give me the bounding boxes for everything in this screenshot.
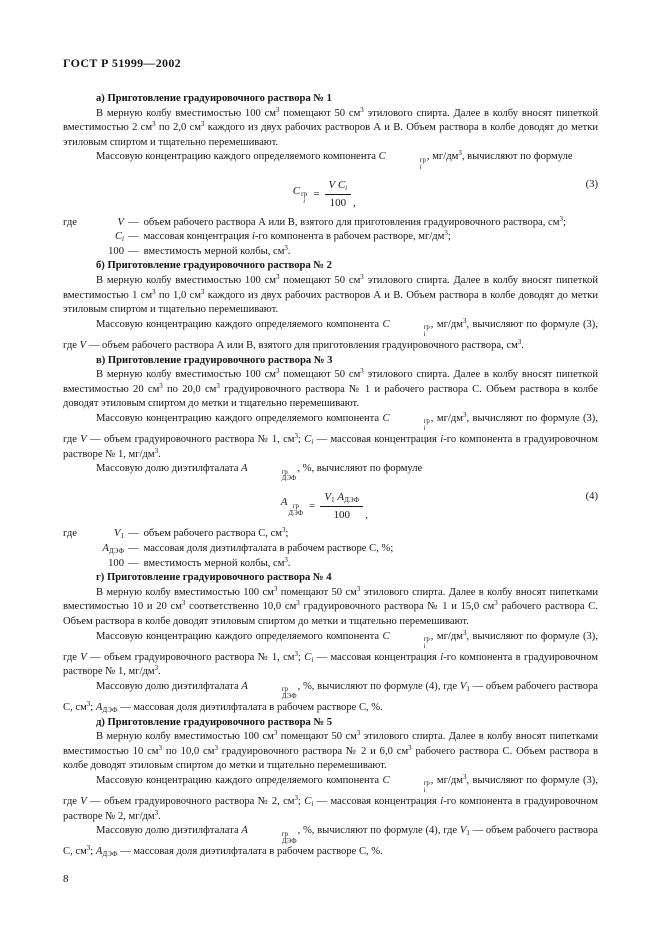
text-run: 3: [296, 599, 300, 608]
definition-text: [144, 230, 598, 245]
text-run: помещают 50 см: [277, 586, 357, 598]
text-run: 3: [152, 287, 156, 296]
fraction: $\frac{V C_i}{100}$: [325, 178, 352, 210]
text-run: .: [158, 448, 161, 460]
definition-text: [144, 216, 598, 231]
text-run: помещают 50 см: [279, 107, 361, 119]
text-run: 3: [273, 584, 278, 593]
definition-text: [144, 557, 598, 572]
equals-sign: =: [309, 500, 316, 513]
variable-with-indices: C гр i: [382, 412, 430, 433]
definition-dash: —: [128, 245, 139, 257]
text-run: 3: [559, 214, 563, 223]
text-run: C: [304, 796, 312, 808]
text-run: A: [337, 491, 345, 504]
text-run: а) Приготовление градуировочного раствора № 1: [96, 93, 332, 104]
text-run: , вычисляют по формуле: [461, 151, 573, 163]
text-run: 3: [360, 273, 364, 282]
text-run: -го компонента в рабочем растворе, мг/дм: [254, 231, 445, 243]
text-run: 3: [200, 287, 205, 296]
text-run: 3: [216, 381, 220, 390]
text-run: этилового спирта. Далее в колбу вносят пипетками вместимостью 10 и 20 см: [63, 586, 598, 613]
section-heading: [63, 259, 598, 274]
paragraph: [63, 774, 598, 824]
text-run: C: [337, 179, 346, 192]
text-run: помещают 50 см: [279, 275, 361, 287]
text-run: 3: [408, 743, 412, 752]
definition-dash: —: [128, 231, 139, 243]
text-run: рабочего раствора С. Объем раствора в колбе доводят этиловым спиртом до метки и тщательно перемешивают.: [63, 745, 598, 772]
text-run: A: [95, 846, 103, 858]
text-run: , вычисляют по формуле (3), где: [63, 774, 598, 808]
text-run: 100: [108, 245, 124, 257]
section-heading: [63, 716, 598, 731]
text-run: — объем рабочего раствора С, см: [63, 825, 598, 858]
definition-dash: —: [128, 543, 139, 555]
paragraph: [63, 274, 598, 318]
definition-lead: [63, 542, 90, 557]
text-run: .: [521, 339, 524, 351]
variable-with-indices: A гр ДЭФ: [241, 463, 297, 483]
formula-expression: A гр ДЭФ = $\frac{V_1 A_{ДЭФ}}{100}$ ,: [280, 491, 368, 521]
paragraph: [63, 630, 598, 680]
definition-term: [90, 557, 124, 572]
section-heading: [63, 354, 598, 369]
variable-with-indices: A гр ДЭФ: [241, 825, 297, 845]
formula-expression: C гр i = $\frac{V C_i}{100}$ ,: [292, 179, 356, 210]
text-run: каждого из двух рабочих растворов А и В. Объем раствора в колбе доводят до метки этиловым спиртом и тщательно перемешивают.: [63, 122, 599, 148]
formula: [63, 490, 598, 522]
text-run: V: [328, 179, 338, 192]
definition-lead: где: [63, 216, 77, 228]
paragraph: [63, 412, 598, 462]
definition-term: [90, 230, 124, 245]
text-run: вместимость мерной колбы, см: [143, 557, 285, 569]
document-header: ГОСТ Р 51999—2002: [63, 56, 181, 70]
definition-term: [90, 245, 124, 260]
symbol-definitions: [63, 527, 598, 571]
text-run: В мерную колбу вместимостью 100 см: [96, 731, 274, 743]
text-run: -го компонента в градуировочном растворе № 2, мг/дм: [63, 796, 599, 822]
text-run: этилового спирта. Далее в колбу вносят пипеткой вместимостью 20 см: [63, 369, 598, 395]
text-run: 100: [108, 557, 124, 569]
variable-with-indices: A гр ДЭФ: [241, 680, 297, 701]
text-run: C: [304, 651, 312, 663]
definition-dash: —: [128, 528, 139, 540]
text-run: — объем градуировочного раствора № 2, см: [86, 796, 295, 808]
text-run: ;: [285, 528, 289, 540]
text-run: помещают 50 см: [277, 731, 357, 743]
text-run: градуировочного раствора № 1 и 15,0 см: [299, 601, 495, 613]
text-run: 3: [284, 243, 288, 252]
text-run: по 10,0 см: [162, 745, 215, 757]
text-run: .: [158, 666, 161, 678]
variable-with-indices: C гр i: [382, 318, 430, 339]
definition-dash: —: [128, 216, 139, 228]
text-run: 1: [466, 829, 470, 838]
text-run: 3: [158, 743, 163, 752]
text-run: , вычисляют по формуле (3), где: [63, 318, 598, 351]
text-run: — массовая доля диэтилфталата в рабочем растворе С, %.: [117, 701, 383, 713]
text-run: объем рабочего раствора А или В, взятого для приготовления градуировочного раствора, см: [143, 216, 560, 228]
document-body: [63, 92, 598, 860]
variable-with-indices: C гр i: [382, 774, 430, 795]
text-run: Массовую концентрацию каждого определяемого компонента: [96, 630, 383, 642]
page-number: 8: [63, 872, 69, 885]
text-run: — массовая концентрация: [313, 796, 441, 808]
text-run: V: [114, 528, 121, 540]
text-run: , %, вычисляют по формуле (4), где: [297, 825, 460, 837]
text-run: A: [102, 543, 109, 555]
text-run: В мерную колбу вместимостью 100 см: [96, 586, 274, 598]
text-run: каждого из двух рабочих растворов А и В. Объем раствора в колбе доводят до метки этиловым спиртом и тщательно перемешивают.: [63, 289, 599, 316]
text-run: ДЭФ: [108, 547, 124, 556]
definition-term: [90, 216, 124, 231]
text-run: массовая концентрация: [143, 231, 252, 243]
text-run: 3: [159, 381, 163, 390]
section-heading: [63, 571, 598, 586]
text-run: — массовая концентрация: [313, 433, 441, 445]
definition-lead: где: [63, 528, 77, 540]
text-run: — объем рабочего раствора С, см: [63, 680, 598, 713]
paragraph: [63, 318, 598, 354]
text-run: по 1,0 см: [155, 289, 201, 301]
formula-number: (4): [585, 491, 598, 503]
text-run: 3: [462, 772, 467, 781]
paragraph: [63, 107, 598, 151]
text-run: 3: [284, 555, 288, 564]
text-run: A: [95, 701, 103, 713]
text-run: V: [80, 433, 87, 445]
text-run: i: [311, 437, 314, 446]
text-run: этилового спирта. Далее в колбу вносят пипеткой вместимостью 2 см: [63, 107, 598, 134]
definition-row: [63, 542, 598, 557]
definition-row: [63, 245, 598, 260]
text-run: Массовую концентрацию каждого определяемого компонента: [96, 318, 383, 330]
text-run: В мерную колбу вместимостью 100 см: [96, 107, 277, 119]
text-run: 3: [154, 808, 159, 817]
text-run: 3: [276, 273, 280, 282]
text-run: .: [287, 245, 291, 257]
paragraph: [63, 824, 598, 860]
fraction: $\frac{V_1 A_{ДЭФ}}{100}$: [320, 490, 363, 522]
text-run: по 2,0 см: [155, 122, 201, 134]
text-run: этилового спирта. Далее в колбу вносят пипеткой вместимостью 1 см: [63, 275, 598, 301]
text-run: i: [345, 184, 348, 193]
text-run: 3: [356, 729, 361, 738]
text-run: i: [440, 796, 444, 808]
text-run: д) Приготовление градуировочного раствора № 5: [96, 716, 333, 728]
definition-lead: [63, 245, 90, 260]
text-run: В мерную колбу вместимостью 100 см: [96, 275, 277, 287]
text-run: 1: [120, 532, 124, 541]
text-run: Массовую концентрацию каждого определяемого компонента: [96, 412, 383, 424]
text-run: 3: [152, 120, 156, 129]
text-run: ;: [298, 796, 305, 808]
text-run: б) Приготовление градуировочного раствора № 2: [96, 260, 332, 272]
text-run: 3: [462, 628, 467, 637]
text-run: C: [114, 231, 123, 243]
definition-text: [144, 542, 598, 557]
text-run: по 20,0 см: [162, 383, 217, 395]
text-run: V: [459, 680, 467, 692]
section-heading: [63, 92, 598, 107]
definition-lead: [63, 557, 90, 572]
text-run: ДЭФ: [344, 496, 360, 505]
text-run: Массовую долю диэтилфталата: [96, 825, 242, 837]
text-run: — массовая доля диэтилфталата в рабочем растворе С, %.: [117, 846, 383, 858]
paragraph: [63, 680, 598, 716]
text-run: , мг/дм: [430, 630, 463, 642]
text-run: 1: [466, 684, 470, 693]
definition-row: [63, 557, 598, 572]
text-run: 3: [154, 446, 159, 455]
text-run: ;: [562, 216, 566, 228]
text-run: ;: [90, 701, 96, 713]
text-run: градуировочного раствора № 1 и рабочего раствора С. Объем раствора в колбе доводят этиловым спиртом до метки и тщательно перемешивают.: [63, 383, 598, 410]
text-run: -го компонента в градуировочном растворе № 1, мг/дм: [63, 651, 599, 678]
definition-row: [63, 230, 598, 245]
text-run: этилового спирта. Далее в колбу вносят пипетками вместимостью 10 см: [63, 731, 598, 757]
text-run: помещают 50 см: [279, 369, 361, 381]
text-run: V: [80, 651, 87, 663]
text-run: соответственно 10,0 см: [185, 601, 297, 613]
text-run: 3: [356, 584, 361, 593]
text-run: , мг/дм: [430, 774, 463, 786]
text-run: 3: [181, 599, 186, 608]
definition-dash: —: [128, 557, 139, 569]
text-run: V: [117, 216, 124, 228]
paragraph: [63, 462, 598, 483]
variable-with-indices: C гр i: [378, 151, 426, 171]
text-run: i: [440, 433, 444, 445]
text-run: -го компонента в градуировочном растворе № 1, мг/дм: [63, 433, 599, 460]
text-run: , %, вычисляют по формуле: [297, 463, 423, 475]
text-run: ;: [298, 651, 305, 663]
text-run: Массовую долю диэтилфталата: [96, 463, 242, 475]
text-run: г) Приготовление градуировочного раствора № 4: [96, 572, 332, 584]
text-run: 3: [282, 526, 286, 535]
text-run: 3: [214, 743, 218, 752]
definition-term: [90, 527, 124, 542]
text-run: i: [122, 235, 124, 244]
text-run: 3: [360, 105, 364, 114]
text-run: 3: [462, 410, 467, 419]
formula: [63, 178, 598, 210]
text-run: V: [324, 491, 332, 504]
text-run: 3: [294, 794, 298, 803]
definition-text: [144, 245, 598, 260]
text-run: i: [251, 231, 255, 243]
text-run: массовая доля диэтилфталата в рабочем растворе С, %;: [143, 543, 394, 555]
text-run: 3: [276, 367, 280, 376]
text-run: 3: [86, 844, 91, 853]
text-run: — массовая концентрация: [313, 651, 441, 663]
text-run: Массовую концентрацию каждого определяемого компонента: [96, 151, 379, 163]
text-run: , мг/дм: [430, 318, 463, 330]
variable-with-indices: C гр i: [292, 184, 308, 205]
text-run: В мерную колбу вместимостью 100 см: [96, 369, 277, 381]
text-run: 3: [294, 649, 298, 658]
text-run: V: [80, 796, 87, 808]
text-run: .: [287, 557, 291, 569]
text-run: вместимость мерной колбы, см: [143, 245, 285, 257]
text-run: — объем градуировочного раствора № 1, см: [86, 651, 295, 663]
text-run: объем рабочего раствора С, см: [143, 528, 282, 540]
text-run: 3: [517, 337, 522, 346]
paragraph: [63, 368, 598, 412]
text-run: 3: [444, 229, 448, 238]
definition-text: [144, 527, 598, 542]
text-run: ДЭФ: [102, 705, 118, 714]
text-run: 3: [494, 599, 498, 608]
text-run: , мг/дм: [426, 151, 459, 163]
paragraph: [63, 586, 598, 630]
paragraph: [63, 150, 598, 171]
text-run: 3: [360, 367, 364, 376]
equals-sign: =: [313, 188, 320, 201]
text-run: V: [79, 339, 87, 351]
variable-with-indices: C гр i: [382, 630, 430, 650]
text-run: , мг/дм: [430, 412, 463, 424]
text-run: V: [459, 825, 467, 837]
text-run: 3: [458, 149, 462, 158]
text-run: в) Приготовление градуировочного раствора № 3: [96, 354, 333, 366]
text-run: — объем рабочего раствора А или В, взятого для приготовления градуировочного раствора, см: [86, 339, 518, 351]
text-run: i: [440, 651, 444, 663]
text-run: рабочего раствора С. Объем раствора в колбе доводят этиловым спиртом до метки и тщательно перемешивают.: [63, 601, 598, 627]
text-run: 3: [276, 105, 280, 114]
text-run: , вычисляют по формуле (3), где: [63, 630, 598, 663]
text-run: градуировочного раствора № 2 и 6,0 см: [217, 745, 409, 757]
variable-with-indices: A гр ДЭФ: [280, 496, 304, 517]
definition-lead: [63, 230, 90, 245]
text-run: .: [158, 810, 161, 822]
text-run: i: [311, 655, 314, 664]
symbol-definitions: [63, 216, 598, 260]
text-run: 3: [154, 664, 159, 673]
text-run: 3: [200, 120, 205, 129]
paragraph: [63, 730, 598, 774]
text-run: ДЭФ: [102, 850, 118, 859]
text-run: Массовую концентрацию каждого определяемого компонента: [96, 774, 383, 786]
text-run: ;: [447, 231, 451, 243]
text-run: , вычисляют по формуле (3), где: [63, 412, 598, 445]
text-run: — объем градуировочного раствора № 1, см: [86, 433, 295, 445]
text-run: i: [311, 800, 314, 809]
definition-row: [63, 216, 598, 231]
text-run: C: [304, 433, 312, 445]
text-run: 3: [462, 316, 467, 325]
text-run: 3: [273, 729, 278, 738]
text-run: 3: [86, 699, 91, 708]
text-run: ;: [298, 433, 305, 445]
text-run: ;: [90, 846, 96, 858]
text-run: Массовую долю диэтилфталата: [96, 680, 242, 692]
definition-row: [63, 527, 598, 542]
text-run: , %, вычисляют по формуле (4), где: [297, 680, 460, 692]
formula-number: (3): [585, 179, 598, 191]
text-run: 3: [294, 431, 298, 440]
text-run: 1: [331, 496, 335, 505]
definition-term: [90, 542, 124, 557]
